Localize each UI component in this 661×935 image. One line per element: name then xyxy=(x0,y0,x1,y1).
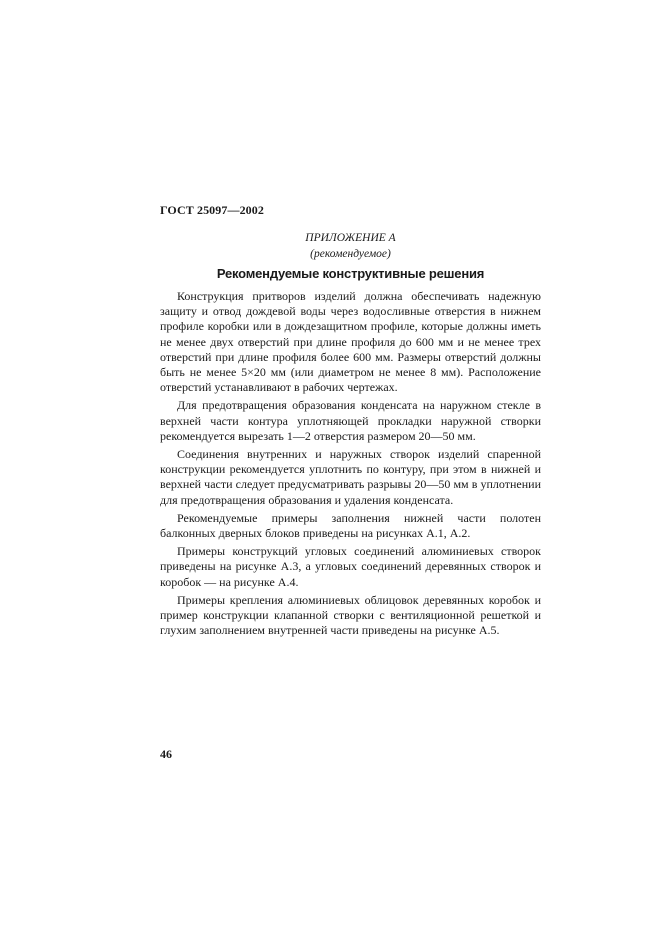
appendix-label: ПРИЛОЖЕНИЕ А xyxy=(305,232,396,244)
paragraph: Примеры крепления алюминиевых облицовок деревянных коробок и пример конструкции клапанной створки с вентиляционной решеткой и глухим заполнением внутренней части приведены на рисунке А.5. xyxy=(160,592,541,638)
paragraph: Конструкция притворов изделий должна обеспечивать надежную защиту и отвод дождевой воды через водосливные отверстия в нижнем профиле коробки или в дождезащитном профиле, которые должны иметь не менее двух отверстий при длине профиля до 600 мм и не менее трех отверстий при длине профиля более 600 мм. Размеры отверстий должны быть не менее 5×20 мм (или диаметром не менее 8 мм). Расположение отверстий устанавливают в рабочих чертежах. xyxy=(160,289,541,395)
paragraph: Рекомендуемые примеры заполнения нижней части полотен балконных дверных блоков приведены на рисунках А.1, А.2. xyxy=(160,510,541,541)
document-code: ГОСТ 25097—2002 xyxy=(160,203,264,217)
paragraph: Примеры конструкций угловых соединений алюминиевых створок приведены на рисунке А.3, а угловых соединений деревянных створок и коробок — на рисунке А.4. xyxy=(160,544,541,589)
appendix-status: (рекомендуемое) xyxy=(310,248,391,260)
section-title: Рекомендуемые конструктивные решения xyxy=(216,266,485,281)
page-number: 46 xyxy=(160,747,172,761)
paragraph: Соединения внутренних и наружных створок изделий спаренной конструкции рекомендуется уплотнить по контуру, при этом в нижней и верхней части следует предусматривать разрывы 20—50 мм в уплотнении для предотвращения образования и удаления конденсата. xyxy=(160,447,541,507)
appendix-heading xyxy=(160,230,541,262)
body-text xyxy=(160,289,541,641)
paragraph: Для предотвращения образования конденсата на наружном стекле в верхней части контура уплотняющей прокладки наружной створки рекомендуется вырезать 1—2 отверстия размером 20—50 мм. xyxy=(160,398,541,443)
